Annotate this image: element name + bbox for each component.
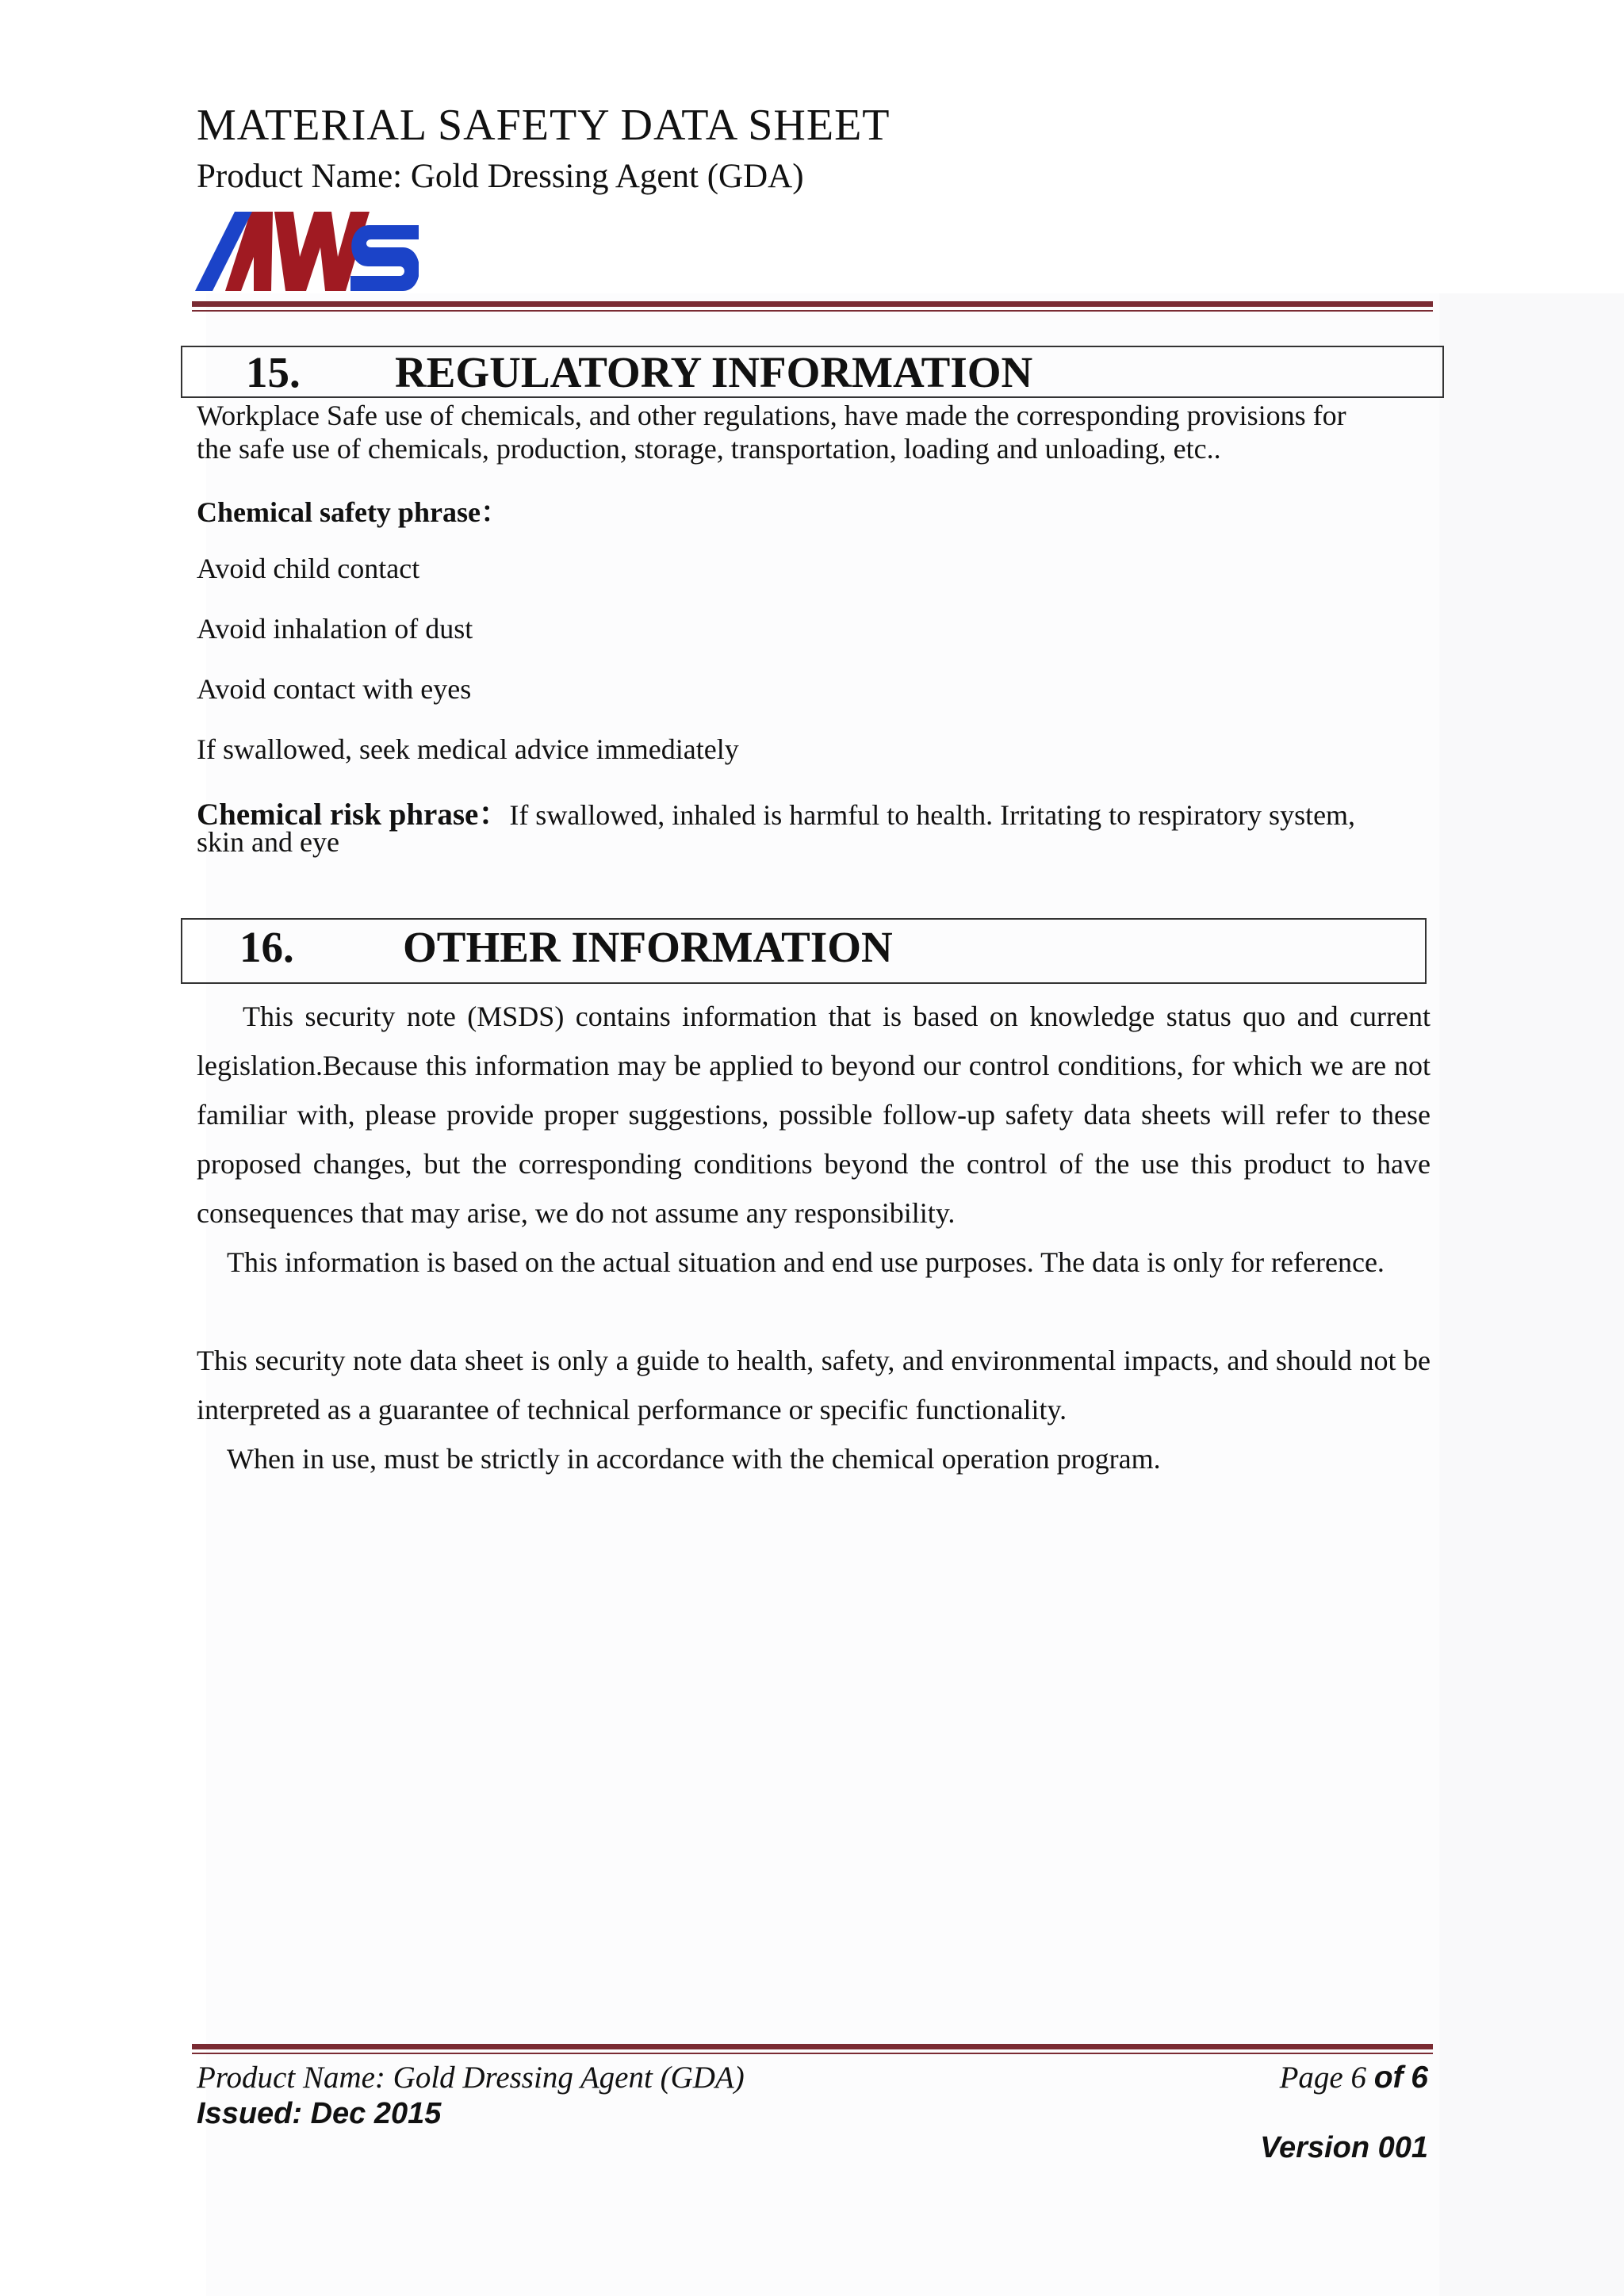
safety-phrase-item: If swallowed, seek medical advice immediately: [197, 733, 739, 765]
risk-phrase-line: [197, 790, 1355, 834]
header-rule-thin: [192, 310, 1433, 312]
footer-product-name: Product Name: Gold Dressing Agent (GDA): [197, 2061, 745, 2095]
logo-blue-s: [350, 225, 419, 291]
safety-phrase-item: Avoid inhalation of dust: [197, 613, 473, 645]
page-of: of: [1373, 2061, 1404, 2095]
risk-phrase-text: If swallowed, inhaled is harmful to health. Irritating to respiratory system,: [509, 799, 1356, 831]
page-margin-shade: [1439, 293, 1624, 2296]
header-rule-thick: [192, 301, 1433, 307]
other-info-paragraph: This security note data sheet is only a guide to health, safety, and environmental impacts, and should not be interpreted as a guarantee of technical performance or specific functionality.: [197, 1345, 1431, 1425]
other-info-paragraph: This security note (MSDS) contains information that is based on knowledge status quo and current legislation.Because this information may be applied to beyond our control conditions, for which we are not familiar with, please provide proper suggestions, possible follow-up safety data sheets will refer to these proposed changes, but the corresponding conditions beyond the control of the use this product to have consequences that may arise, we do not assume any responsibility.: [197, 1001, 1431, 1229]
page-total: 6: [1411, 2061, 1428, 2095]
regulatory-intro-line-1: Workplace Safe use of chemicals, and other regulations, have made the corresponding provisions for: [197, 400, 1346, 431]
risk-phrase-continuation: skin and eye: [197, 826, 339, 858]
section-16-title: OTHER INFORMATION: [403, 923, 893, 971]
footer-page-number: [1280, 2060, 1428, 2095]
safety-phrase-item: Avoid child contact: [197, 553, 420, 584]
company-logo: [195, 208, 419, 295]
section-15-number: 15.: [246, 348, 301, 396]
footer-rule-thick: [192, 2044, 1433, 2049]
other-info-paragraph: When in use, must be strictly in accordance with the chemical operation program.: [227, 1443, 1161, 1475]
regulatory-intro-line-2: the safe use of chemicals, production, storage, transportation, loading and unloading, etc..: [197, 433, 1221, 465]
product-name-header: Product Name: Gold Dressing Agent (GDA): [197, 158, 804, 195]
footer-issued-date: Issued: Dec 2015: [197, 2097, 442, 2130]
safety-phrase-heading: Chemical safety phrase：: [197, 496, 509, 528]
page-background: [206, 293, 1439, 2296]
section-16-number: 16.: [239, 923, 294, 971]
other-info-paragraph: This information is based on the actual situation and end use purposes. The data is only for reference.: [227, 1246, 1385, 1278]
page-current: 6: [1350, 2061, 1366, 2095]
footer-rule-thin: [192, 2053, 1433, 2054]
section-15-title: REGULATORY INFORMATION: [395, 348, 1033, 396]
page-label: Page: [1279, 2061, 1343, 2095]
document-title: MATERIAL SAFETY DATA SHEET: [197, 101, 891, 150]
safety-phrase-item: Avoid contact with eyes: [197, 673, 472, 705]
footer-version: Version 001: [1260, 2131, 1428, 2164]
risk-phrase-heading: Chemical risk phrase：: [197, 798, 510, 832]
